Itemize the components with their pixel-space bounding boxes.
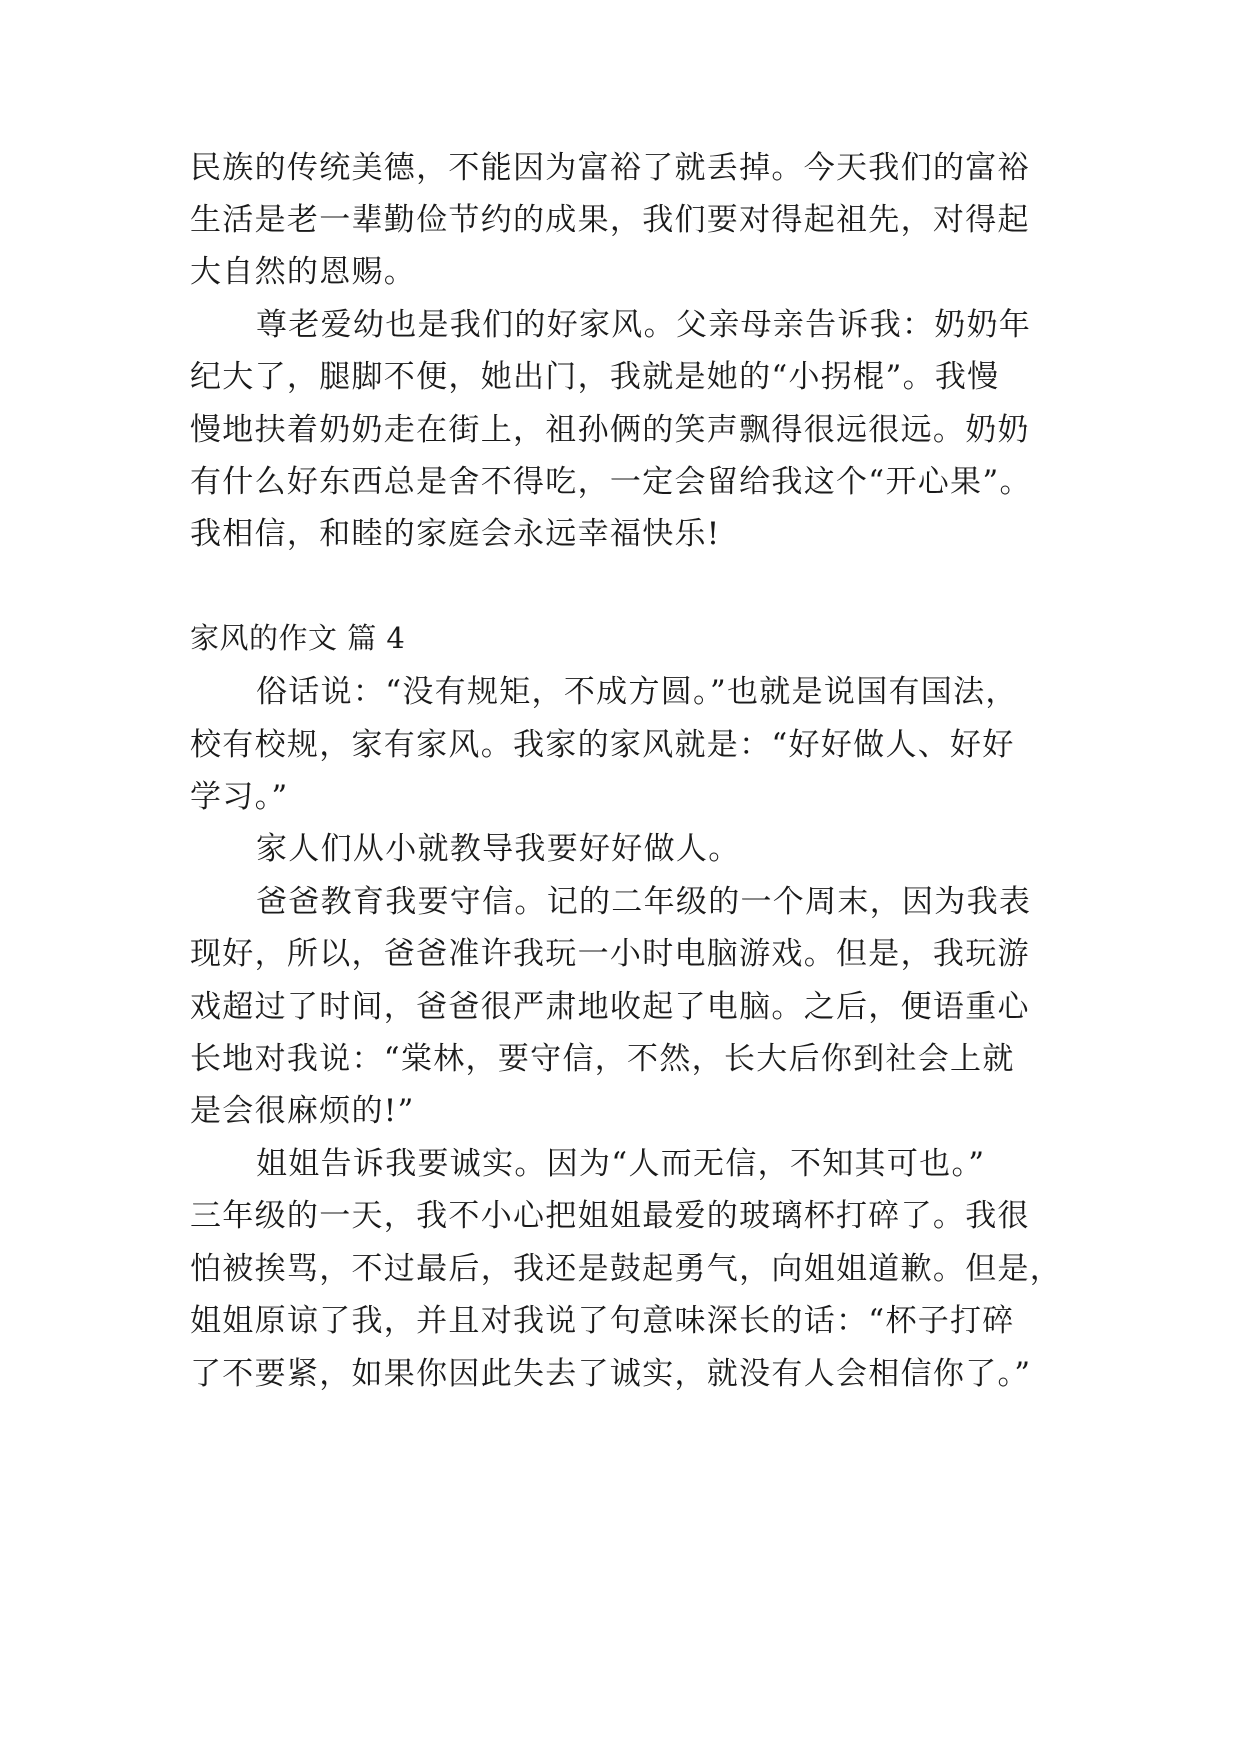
- section-heading: 家风的作文 篇 4: [190, 621, 406, 655]
- paragraph-line: 三年级的一天，我不小心把姐姐最爱的玻璃杯打碎了。我很: [190, 1198, 1030, 1234]
- paragraph-line: 有什么好东西总是舍不得吃，一定会留给我这个“开心果”。: [190, 464, 1032, 500]
- paragraph-line: 戏超过了时间，爸爸很严肃地收起了电脑。之后，便语重心: [190, 989, 1030, 1025]
- paragraph-line: 怕被挨骂，不过最后，我还是鼓起勇气，向姐姐道歉。但是，: [190, 1251, 1063, 1287]
- paragraph-line: 姐姐告诉我要诚实。因为“人而无信，不知其可也。”: [256, 1146, 986, 1182]
- paragraph-line: 爸爸教育我要守信。记的二年级的一个周末，因为我表: [256, 884, 1032, 920]
- paragraph-line: 姐姐原谅了我，并且对我说了句意味深长的话：“杯子打碎: [190, 1303, 1015, 1339]
- paragraph-line: 生活是老一辈勤俭节约的成果，我们要对得起祖先，对得起: [190, 202, 1030, 238]
- paragraph-line: 是会很麻烦的!”: [190, 1093, 415, 1129]
- paragraph-line: 尊老爱幼也是我们的好家风。父亲母亲告诉我：奶奶年: [256, 307, 1032, 343]
- paragraph-line: 长地对我说：“棠林，要守信，不然，长大后你到社会上就: [190, 1041, 1015, 1077]
- paragraph-line: 我相信，和睦的家庭会永远幸福快乐!: [190, 516, 721, 552]
- paragraph-line: 家人们从小就教导我要好好做人。: [256, 831, 741, 867]
- paragraph-line: 纪大了，腿脚不便，她出门，我就是她的“小拐棍”。我慢: [190, 359, 1000, 395]
- paragraph-line: 现好，所以，爸爸准许我玩一小时电脑游戏。但是，我玩游: [190, 936, 1030, 972]
- paragraph-line: 民族的传统美德，不能因为富裕了就丢掉。今天我们的富裕: [190, 150, 1030, 186]
- paragraph-line: 慢地扶着奶奶走在街上，祖孙俩的笑声飘得很远很远。奶奶: [190, 412, 1030, 448]
- paragraph-line: 俗话说：“没有规矩，不成方圆。”也就是说国有国法，: [256, 674, 1018, 710]
- paragraph-line: 学习。”: [190, 779, 289, 815]
- paragraph-line: 校有校规，家有家风。我家的家风就是：“好好做人、好好: [190, 727, 1015, 763]
- paragraph-line: 大自然的恩赐。: [190, 254, 417, 290]
- paragraph-line: 了不要紧，如果你因此失去了诚实，就没有人会相信你了。”: [190, 1356, 1032, 1392]
